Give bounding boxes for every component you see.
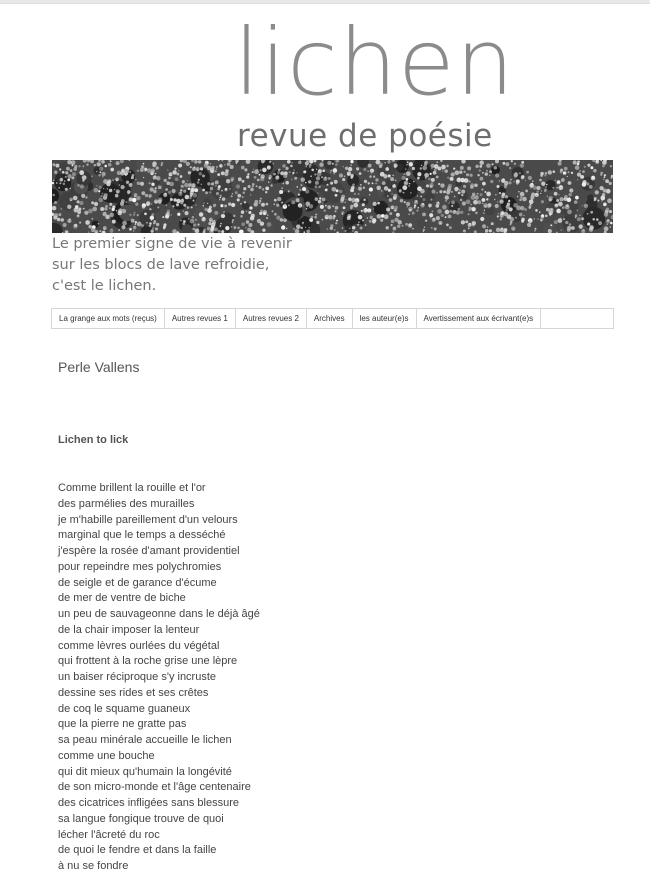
tagline-line: c'est le lichen. bbox=[52, 278, 157, 294]
nav-item-autres-revues-1[interactable]: Autres revues 1 bbox=[165, 309, 236, 328]
site-logo-title[interactable]: lichen bbox=[234, 9, 515, 116]
poem-line: j'espère la rosée d'amant providentiel bbox=[58, 545, 240, 557]
poem-line: lécher l'âcreté du roc bbox=[58, 828, 160, 841]
poem-line: un baiser réciproque s'y incruste bbox=[58, 671, 217, 683]
tagline-line: sur les blocs de lave refroidie, bbox=[52, 257, 270, 273]
poem-line: Comme brillent la rouille et l'or bbox=[58, 482, 206, 494]
nav-item-auteurs[interactable]: les auteur(e)s bbox=[353, 309, 417, 328]
site-tagline bbox=[52, 234, 352, 297]
poem-body bbox=[58, 481, 260, 875]
main-navigation bbox=[51, 308, 614, 329]
nav-item-autres-revues-2[interactable]: Autres revues 2 bbox=[236, 309, 307, 328]
poem-line: sa langue fongique trouve de quoi bbox=[58, 812, 224, 825]
browser-top-border bbox=[0, 0, 650, 4]
post-author-title[interactable]: Perle Vallens bbox=[58, 359, 140, 375]
poem-line: un peu de sauvageonne dans le déjà âgé bbox=[58, 608, 260, 620]
poem-line: des parmélies des murailles bbox=[58, 497, 195, 510]
site-logo-subtitle: revue de poésie bbox=[237, 118, 493, 154]
poem-line: pour repeindre mes polychromies bbox=[58, 560, 222, 573]
poem-line: à nu se fondre bbox=[58, 860, 129, 872]
lichen-banner-image bbox=[52, 160, 613, 233]
poem-line: comme lèvres ourlées du végétal bbox=[58, 639, 220, 652]
poem-line: marginal que le temps a desséché bbox=[58, 529, 226, 542]
poem-line: de seigle et de garance d'écume bbox=[58, 576, 217, 589]
poem-title: Lichen to lick bbox=[58, 434, 129, 446]
tagline-line: Le premier signe de vie à revenir bbox=[52, 236, 292, 252]
poem-line: de coq le squame guaneux bbox=[58, 702, 191, 715]
poem-line: comme une bouche bbox=[58, 749, 155, 762]
poem-line: de son micro-monde et l'âge centenaire bbox=[58, 781, 251, 794]
nav-item-grange[interactable]: La grange aux mots (reçus) bbox=[52, 309, 165, 328]
nav-item-archives[interactable]: Archives bbox=[307, 309, 353, 328]
poem-line: qui frottent à la roche grise une lèpre bbox=[58, 655, 238, 668]
poem-line: qui dit mieux qu'humain la longévité bbox=[58, 765, 232, 778]
poem-line: dessine ses rides et ses crêtes bbox=[58, 686, 209, 699]
poem-line: sa peau minérale accueille le lichen bbox=[58, 734, 232, 746]
nav-item-avertissement[interactable]: Avertissement aux écrivant(e)s bbox=[417, 309, 542, 328]
poem-line: de la chair imposer la lenteur bbox=[58, 623, 200, 636]
poem-line: que la pierre ne gratte pas bbox=[58, 718, 187, 731]
poem-line: des cicatrices infligées sans blessure bbox=[58, 797, 239, 809]
poem-line: je m'habille pareillement d'un velours bbox=[58, 513, 238, 526]
poem-line: de quoi le fendre et dans la faille bbox=[58, 844, 217, 857]
poem-line: de mer de ventre de biche bbox=[58, 592, 186, 605]
